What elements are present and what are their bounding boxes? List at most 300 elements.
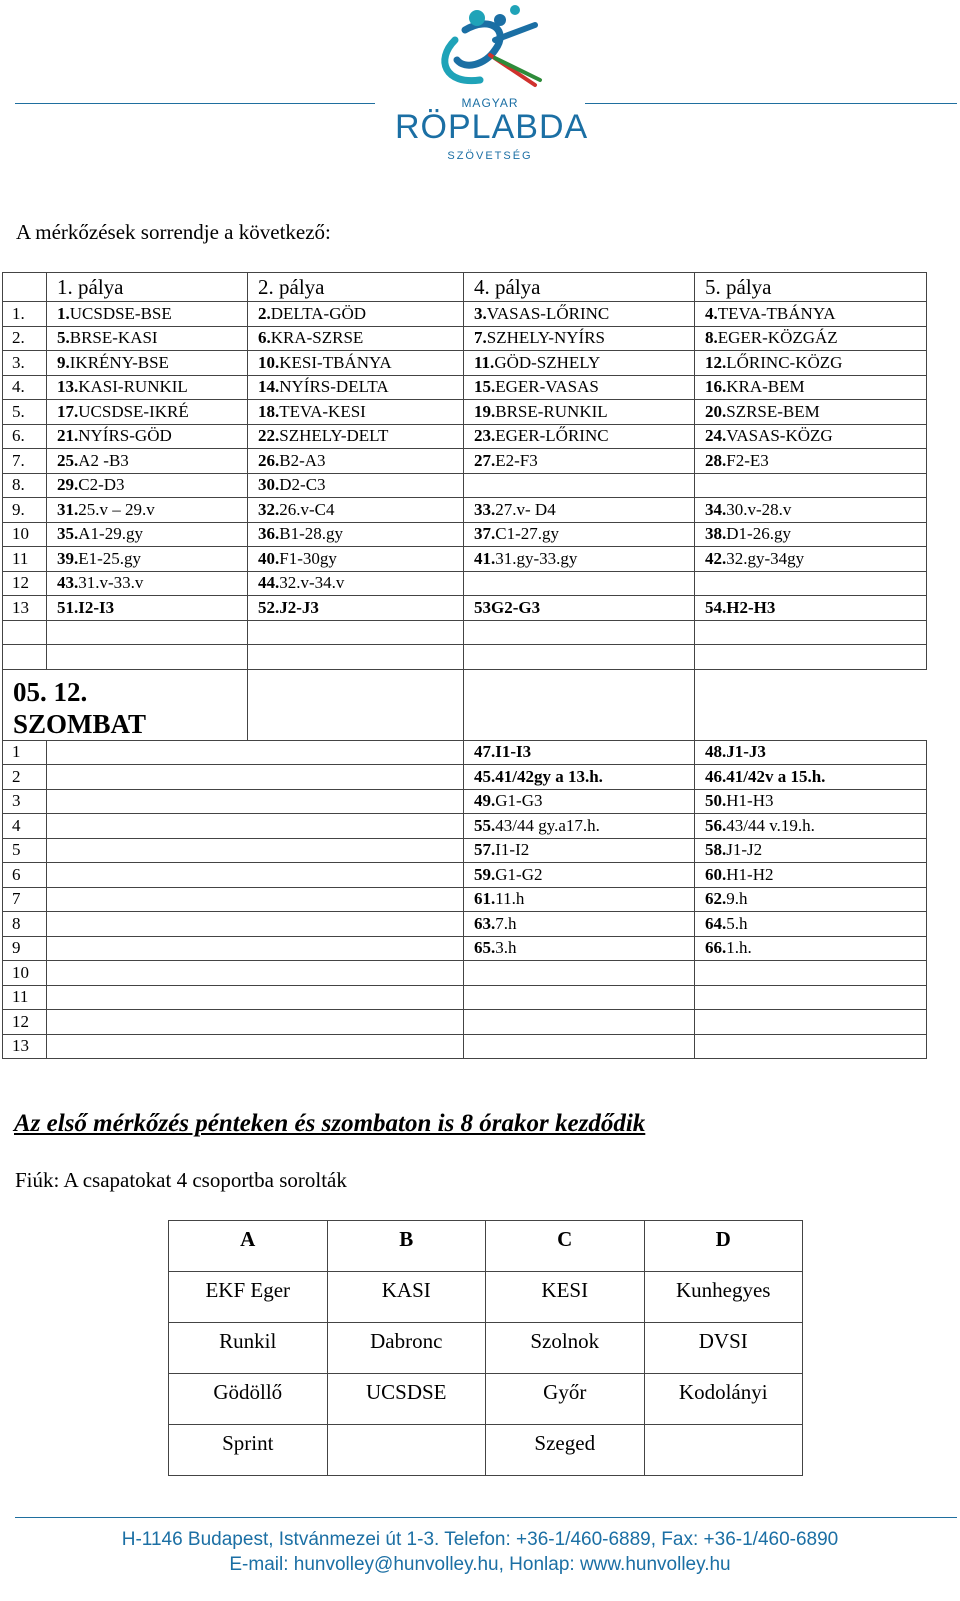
team-cell: Kodolányi [644,1374,803,1425]
match-number: 19. [474,401,496,421]
match-cell [464,912,695,937]
match-teams: F2-E3 [726,450,769,470]
court-header: 5. pálya [695,273,927,302]
saturday-row [3,838,927,863]
match-teams: A2 -B3 [78,450,129,470]
match-cell [248,498,464,523]
match-number: 23. [474,426,496,446]
match-number: 17. [57,401,79,421]
schedule-row [3,498,927,523]
match-teams: BRSE-KASI [69,328,158,348]
round-number: 2. [3,326,47,351]
match-number: 60. [705,864,727,884]
match-number: 49. [474,791,496,811]
round-number: 11 [3,985,47,1010]
schedule-row [3,522,927,547]
match-number: 61. [474,889,496,909]
empty-cell [47,814,464,839]
match-cell [695,449,927,474]
intro-text: A mérkőzések sorrendje a következő: [16,220,331,244]
header-rule-left [15,103,375,104]
match-teams: VASAS-LŐRINC [486,303,610,323]
match-teams: 1.h. [726,938,752,958]
match-cell [47,473,248,498]
logo-text-roplabda: RÖPLABDA [395,108,589,146]
match-cell [695,765,927,790]
match-number: 42. [705,548,727,568]
round-number: 13 [3,1034,47,1059]
schedule-row [3,400,927,425]
match-number: 27. [474,450,496,470]
match-teams: F1-30gy [279,548,337,568]
round-number: 4 [3,814,47,839]
row-number-header [3,273,47,302]
match-cell [47,449,248,474]
match-number: 66. [705,938,727,958]
match-number: 30. [258,475,280,495]
match-teams: EGER-LŐRINC [495,426,609,446]
start-time-notice: Az első mérkőzés pénteken és szombaton is 8 órakor kezdődik [14,1110,646,1137]
match-number: 13. [57,377,79,397]
match-number: 48.J1-J3 [705,742,766,762]
match-number: 36. [258,524,280,544]
match-teams: 31.gy-33.gy [495,548,578,568]
empty-cell [47,887,464,912]
round-number: 2 [3,765,47,790]
match-cell [695,814,927,839]
match-number: 5. [57,328,70,348]
court-header-row [3,273,927,302]
match-cell [47,375,248,400]
round-number: 1. [3,302,47,327]
schedule-row [3,620,927,645]
match-number: 37. [474,524,496,544]
match-teams: E1-25.gy [78,548,142,568]
match-cell [47,424,248,449]
match-number: 54.H2-H3 [705,597,776,617]
saturday-day: SZOMBAT [13,708,147,739]
match-cell [464,1010,695,1035]
match-schedule-table [2,272,927,1059]
team-cell: Gödöllő [169,1374,328,1425]
match-cell [464,838,695,863]
match-number: 33. [474,499,496,519]
group-row [169,1374,803,1425]
round-number: 13 [3,596,47,621]
round-number: 6. [3,424,47,449]
empty-cell [47,961,464,986]
match-teams: 31.v-33.v [78,573,144,593]
match-number: 6. [258,328,271,348]
match-number: 29. [57,475,79,495]
match-number: 14. [258,377,280,397]
schedule-row [3,473,927,498]
round-number: 12 [3,571,47,596]
match-cell [464,351,695,376]
saturday-date: 05. 12. [13,676,88,707]
match-number: 45.41/42gy a 13.h. [474,766,603,786]
schedule-row [3,449,927,474]
team-cell: Szolnok [486,1323,645,1374]
match-cell [464,424,695,449]
match-number: 32. [258,499,280,519]
round-number: 3. [3,351,47,376]
match-cell [695,400,927,425]
match-cell [695,620,927,645]
match-teams: 32.gy-34gy [726,548,805,568]
match-teams: 9.h [726,889,748,909]
match-number: 50. [705,791,727,811]
round-number: 12 [3,1010,47,1035]
team-cell: UCSDSE [327,1374,486,1425]
match-number: 39. [57,548,79,568]
match-cell [248,571,464,596]
match-cell [47,596,248,621]
match-teams: 7.h [495,913,517,933]
match-teams: H1-H3 [726,791,774,811]
match-teams: 25.v – 29.v [78,499,155,519]
match-cell [464,669,695,740]
match-cell [695,473,927,498]
match-number: 16. [705,377,727,397]
match-cell [695,740,927,765]
match-cell [464,326,695,351]
match-teams: KRA-SZRSE [270,328,364,348]
match-number: 7. [474,328,487,348]
match-cell [47,498,248,523]
match-cell [464,375,695,400]
round-number: 1 [3,740,47,765]
empty-cell [47,1034,464,1059]
logo-text-magyar: MAGYAR [461,96,519,110]
group-header-row [169,1221,803,1272]
match-cell [695,838,927,863]
team-cell: KESI [486,1272,645,1323]
match-number: 18. [258,401,280,421]
match-teams: SZHELY-DELT [279,426,389,446]
group-header: A [169,1221,328,1272]
match-number: 44. [258,573,280,593]
match-cell [695,326,927,351]
match-teams: KASI-RUNKIL [78,377,188,397]
match-cell [248,547,464,572]
match-cell [695,302,927,327]
schedule-row [3,645,927,670]
match-number: 64. [705,913,727,933]
match-teams: BRSE-RUNKIL [495,401,608,421]
match-teams: LŐRINC-KÖZG [726,352,843,372]
match-cell [695,498,927,523]
match-teams: NYÍRS-GÖD [78,426,172,446]
match-teams: UCSDSE-IKRÉ [78,401,189,421]
match-number: 57. [474,840,496,860]
match-teams: UCSDSE-BSE [69,303,172,323]
match-cell [695,375,927,400]
match-cell [464,449,695,474]
match-cell [464,961,695,986]
match-cell [248,669,464,740]
match-cell [695,961,927,986]
match-number: 9. [57,352,70,372]
team-cell: Runkil [169,1323,328,1374]
round-number [3,645,47,670]
match-number: 20. [705,401,727,421]
match-cell [248,302,464,327]
match-cell [695,571,927,596]
match-number: 15. [474,377,496,397]
match-number: 65. [474,938,496,958]
match-teams: J1-J2 [726,840,763,860]
match-number: 21. [57,426,79,446]
match-teams: 5.h [726,913,748,933]
match-cell [464,740,695,765]
schedule-row [3,351,927,376]
group-row [169,1425,803,1476]
court-header: 4. pálya [464,273,695,302]
match-teams: I1-I2 [495,840,530,860]
round-number: 10 [3,961,47,986]
footer-contact [0,1527,960,1577]
match-cell [47,351,248,376]
match-cell [695,645,927,670]
match-teams: 43/44 v.19.h. [726,815,815,835]
boys-groups-table [168,1220,803,1476]
match-teams: 32.v-34.v [279,573,345,593]
empty-cell [47,912,464,937]
match-cell [47,645,248,670]
match-number: 1. [57,303,70,323]
team-cell: Sprint [169,1425,328,1476]
round-number: 3 [3,789,47,814]
saturday-row [3,961,927,986]
round-number: 9. [3,498,47,523]
boys-groups-intro: Fiúk: A csapatokat 4 csoportba sorolták [15,1168,347,1192]
match-teams: 3.h [495,938,517,958]
match-number: 12. [705,352,727,372]
match-number: 26. [258,450,280,470]
match-cell [464,765,695,790]
round-number: 7 [3,887,47,912]
group-row [169,1323,803,1374]
match-cell [47,302,248,327]
match-cell [464,547,695,572]
match-cell [464,302,695,327]
match-cell [248,351,464,376]
match-teams: KRA-BEM [726,377,805,397]
match-cell [695,936,927,961]
match-teams: D1-26.gy [726,524,791,544]
team-cell: EKF Eger [169,1272,328,1323]
match-cell [695,547,927,572]
match-cell [248,375,464,400]
match-cell [464,936,695,961]
round-number: 5 [3,838,47,863]
empty-cell [47,765,464,790]
empty-cell [47,740,464,765]
match-cell [248,620,464,645]
match-cell [248,473,464,498]
team-cell [327,1425,486,1476]
match-number: 43. [57,573,79,593]
match-teams: E2-F3 [495,450,538,470]
saturday-row [3,912,927,937]
match-teams: KESI-TBÁNYA [279,352,392,372]
match-teams: H1-H2 [726,864,774,884]
match-cell [464,620,695,645]
match-cell [47,620,248,645]
volleyball-player-icon [395,0,585,100]
match-teams: B2-A3 [279,450,326,470]
match-cell [47,326,248,351]
match-cell [464,498,695,523]
match-teams: B1-28.gy [279,524,343,544]
match-teams: 43/44 gy.a17.h. [495,815,600,835]
schedule-row [3,326,927,351]
match-cell [464,985,695,1010]
match-cell [464,596,695,621]
match-teams: NYÍRS-DELTA [279,377,389,397]
saturday-header-row [3,669,927,740]
match-teams: GÖD-SZHELY [494,352,601,372]
match-cell [464,522,695,547]
round-number: 10 [3,522,47,547]
match-cell [695,1010,927,1035]
match-teams: TEVA-KESI [279,401,366,421]
match-cell [695,351,927,376]
match-teams: SZHELY-NYÍRS [486,328,605,348]
match-number: 2. [258,303,271,323]
match-number: 52.J2-J3 [258,597,319,617]
match-cell [464,400,695,425]
round-number: 8. [3,473,47,498]
court-header: 2. pálya [248,273,464,302]
saturday-row [3,985,927,1010]
saturday-row [3,814,927,839]
header-rule-right [585,103,957,104]
match-number: 55. [474,815,496,835]
schedule-row [3,375,927,400]
match-cell [695,863,927,888]
match-cell [464,814,695,839]
match-teams: 26.v-C4 [279,499,335,519]
match-number: 24. [705,426,727,446]
match-cell [47,547,248,572]
match-number: 25. [57,450,79,470]
saturday-row [3,789,927,814]
group-header: B [327,1221,486,1272]
match-cell [695,887,927,912]
empty-cell [47,863,464,888]
team-cell: Dabronc [327,1323,486,1374]
match-cell [695,596,927,621]
empty-cell [47,1010,464,1035]
match-number: 47.I1-I3 [474,742,532,762]
match-number: 38. [705,524,727,544]
match-number: 59. [474,864,496,884]
round-number: 9 [3,936,47,961]
empty-cell [47,838,464,863]
match-teams: EGER-VASAS [495,377,599,397]
match-cell [248,326,464,351]
schedule-row [3,571,927,596]
team-cell: DVSI [644,1323,803,1374]
round-number: 4. [3,375,47,400]
group-header: D [644,1221,803,1272]
match-cell [695,789,927,814]
match-cell [248,522,464,547]
schedule-row [3,596,927,621]
match-number: 58. [705,840,727,860]
saturday-row [3,887,927,912]
saturday-row [3,740,927,765]
match-number: 46.41/42v a 15.h. [705,766,826,786]
match-number: 34. [705,499,727,519]
saturday-row [3,1034,927,1059]
match-cell [47,522,248,547]
match-teams: C2-D3 [78,475,125,495]
round-number: 5. [3,400,47,425]
match-number: 53G2-G3 [474,597,541,617]
team-cell: KASI [327,1272,486,1323]
empty-cell [47,789,464,814]
match-teams: 27.v- D4 [495,499,556,519]
match-number: 40. [258,548,280,568]
group-row [169,1272,803,1323]
schedule-row [3,547,927,572]
match-cell [695,522,927,547]
saturday-row [3,936,927,961]
match-cell [695,912,927,937]
saturday-row [3,1010,927,1035]
footer-email-web: E-mail: hunvolley@hunvolley.hu, Honlap: www.hunvolley.hu [229,1554,731,1575]
match-teams: 30.v-28.v [726,499,792,519]
match-number: 35. [57,524,79,544]
match-teams: G1-G2 [495,864,543,884]
saturday-row [3,863,927,888]
footer-address: H-1146 Budapest, Istvánmezei út 1-3. Telefon: +36-1/460-6889, Fax: +36-1/460-6890 [121,1529,839,1550]
match-teams: VASAS-KÖZG [726,426,833,446]
match-teams: C1-27.gy [495,524,559,544]
team-cell: Szeged [486,1425,645,1476]
match-cell [248,424,464,449]
match-cell [464,571,695,596]
match-number: 56. [705,815,727,835]
match-teams: IKRÉNY-BSE [69,352,169,372]
empty-cell [47,936,464,961]
match-number: 62. [705,889,727,909]
match-cell [248,645,464,670]
match-cell [695,985,927,1010]
federation-logo [395,0,589,170]
match-number: 8. [705,328,718,348]
match-number: 41. [474,548,496,568]
match-cell [464,789,695,814]
logo-text-szovetseg: SZÖVETSÉG [447,150,533,162]
match-cell [464,473,695,498]
team-cell: Kunhegyes [644,1272,803,1323]
match-number: 28. [705,450,727,470]
match-cell [248,449,464,474]
match-number: 51.I2-I3 [57,597,115,617]
match-cell [464,645,695,670]
match-cell [695,424,927,449]
saturday-row [3,765,927,790]
match-number: 63. [474,913,496,933]
group-header: C [486,1221,645,1272]
match-cell [464,1034,695,1059]
schedule-row [3,424,927,449]
schedule-row [3,302,927,327]
